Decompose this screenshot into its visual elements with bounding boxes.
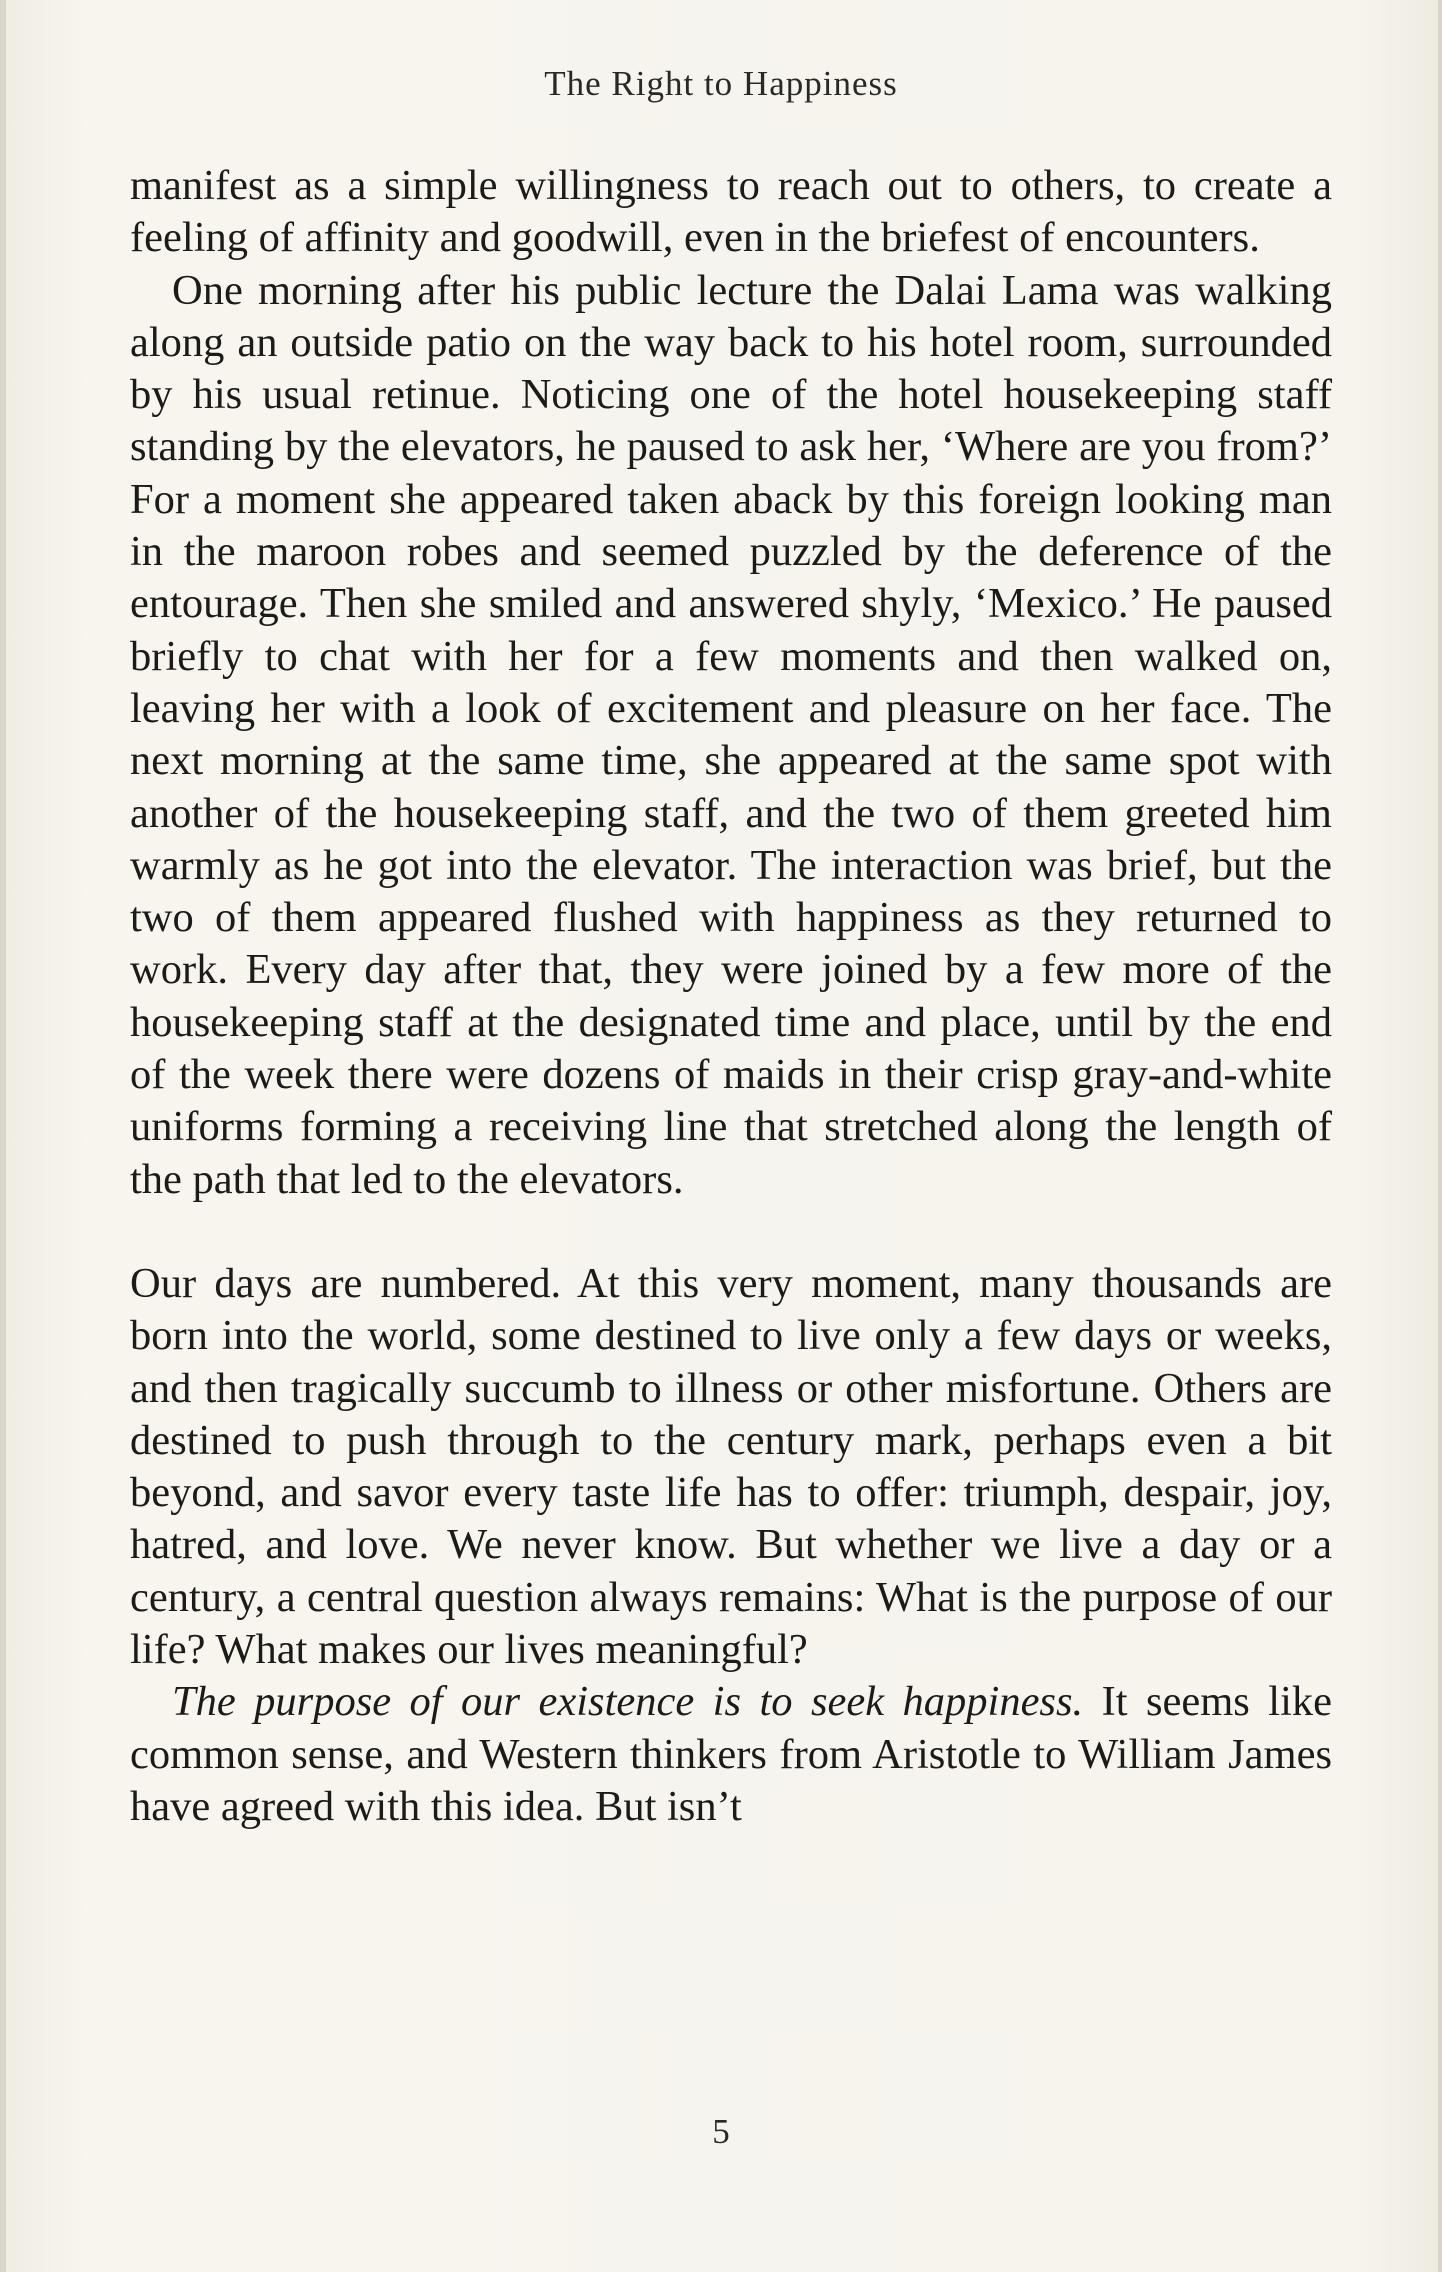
paragraph-4: [130, 1676, 1332, 1833]
running-head: The Right to Happiness: [544, 64, 898, 103]
page-number: 5: [712, 2112, 730, 2151]
page-edge-shadow-left: [0, 0, 6, 2272]
paragraph-1: manifest as a simple willingness to reach out to others, to create a feeling of affinity and goodwill, even in the briefest of encounters.: [130, 162, 1332, 262]
page-edge-shadow-right: [1438, 0, 1442, 2272]
paragraph-4-text: It seems like common sense, and Western thinkers from Aristotle to William James have agreed with this idea. But isn’t: [130, 1678, 1332, 1830]
paragraph-3: Our days are numbered. At this very moment, many thousands are born into the world, some destined to live only a few days or weeks, and then tragically succumb to illness or other misfortune. Others are destined to push through to the century mark, perhaps even a bit beyond, and savor every taste life has to offer: triumph, despair, joy, hatred, and love. We never know. But whether we live a day or a century, a central question always remains: What is the purpose of our life? What makes our lives meaningful?: [130, 1259, 1332, 1674]
body-text: [130, 160, 1332, 1833]
paragraph-4-italic: The purpose of our existence is to seek happiness.: [172, 1678, 1084, 1726]
section-break: [130, 1206, 1332, 1258]
paragraph-2: One morning after his public lecture the Dalai Lama was walking along an outside patio on the way back to his hotel room, surrounded by his usual retinue. Noticing one of the hotel housekeeping staff standing by the elevators, he paused to ask her, ‘Where are you from?’ For a moment she appeared taken aback by this foreign looking man in the maroon robes and seemed puzzled by the deference of the entourage. Then she smiled and answered shyly, ‘Mexico.’ He paused briefly to chat with her for a few moments and then walked on, leaving her with a look of excitement and pleasure on her face. The next morning at the same time, she appeared at the same spot with another of the housekeeping staff, and the two of them greeted him warmly as he got into the elevator. The interaction was brief, but the two of them appeared flushed with happiness as they returned to work. Every day after that, they were joined by a few more of the housekeeping staff at the designated time and place, until by the end of the week there were dozens of maids in their crisp gray-and-white uniforms forming a receiving line that stretched along the length of the path that led to the elevators.: [130, 266, 1332, 1203]
